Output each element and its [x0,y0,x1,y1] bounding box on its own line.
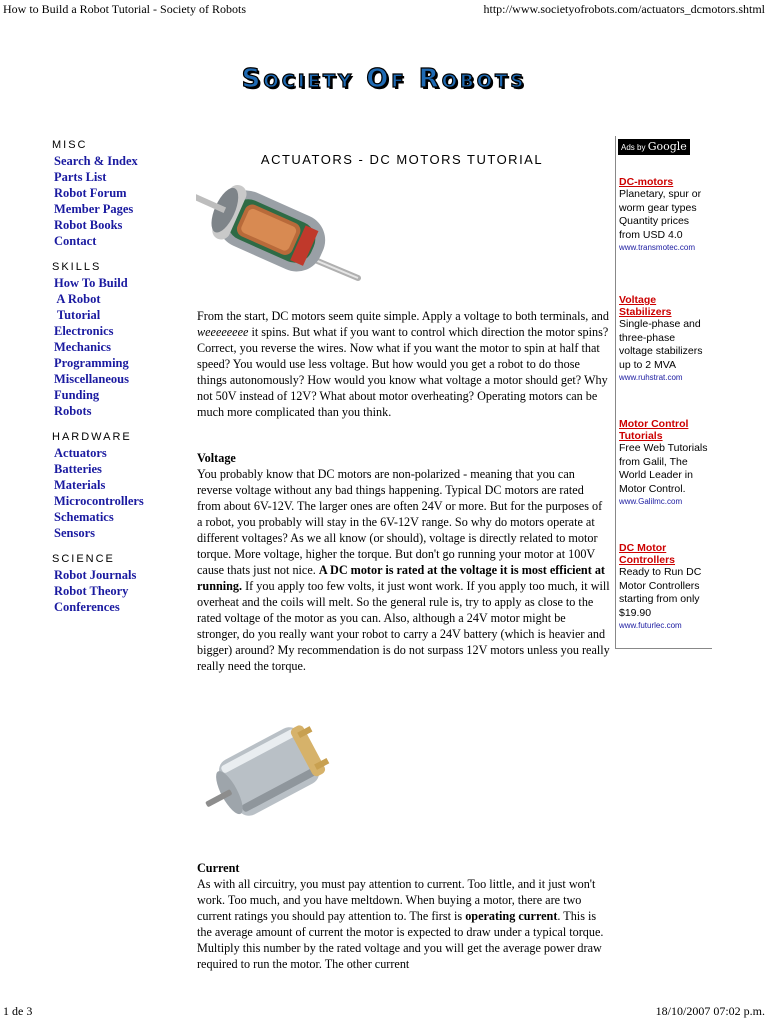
voltage-paragraph: You probably know that DC motors are non-polarized - meaning that you can reverse voltage without any bad things happening. Typical DC motors are rated from about 6V-12V. The larger ones are often 24V or more. But for the purposes of a robot, you probably will stay in the 6V-12V range. So why do motors operate at different voltages? As we all know (or should), voltage is directly related to motor torque. More voltage, higher the torque. But don't go running your motor at 100V cause thats just not nice. A DC motor is rated at the voltage it is most efficient at running. If you apply too few volts, it just wont work. If you apply too much, it will overheat and the coils will melt. So the general rule is, try to apply as close to the rated voltage of the motor as you can. Also, although a 24V motor might be stronger, do you really want your robot to carry a 24V battery (which is heavier and bigger) around? My recommendation is do not surpass 12V motors unless you really really need the torque. [197,467,610,673]
sidebar-item-robot-books[interactable]: Robot Books [54,218,123,232]
sidebar-item-mechanics[interactable]: Mechanics [54,340,111,354]
motor-cutaway-image [196,178,362,290]
current-heading: Current [197,861,240,875]
sidebar-item-actuators[interactable]: Actuators [54,446,107,460]
logo-text: Society Of Robots [241,64,527,94]
ad-url[interactable]: www.futurlec.com [619,621,682,630]
ad-body: Free Web Tutorials from Galil, The World Leader in Motor Control. [619,442,708,495]
sidebar-item-schematics[interactable]: Schematics [54,510,114,524]
sidebar-item-contact[interactable]: Contact [54,234,97,248]
ad-url[interactable]: www.transmotec.com [619,243,696,252]
sidebar-item-robot-forum[interactable]: Robot Forum [54,186,127,200]
intro-paragraph: From the start, DC motors seem quite simple. Apply a voltage to both terminals, and weeeeeeee it spins. But what if you want to control which direction the motor spins? Correct, you reverse the wires. Now what if you want the motor to spin at half that speed? You would use less voltage. But how would you get a robot to do those things autonomously? How would you know what voltage a motor should get? Why not 50V instead of 12V? What about motor overheating? Operating motors can be much more complicated than you think. [197,309,609,419]
sidebar-heading-skills: SKILLS [52,261,102,273]
print-header [3,2,765,18]
sidebar-item-member-pages[interactable]: Member Pages [54,202,134,216]
sidebar-nav [52,138,192,615]
ad-url[interactable]: www.ruhstrat.com [619,373,683,382]
sidebar-item-miscellaneous[interactable]: Miscellaneous [54,372,129,386]
sidebar-item-funding[interactable]: Funding [54,388,100,402]
sidebar-item-a-robot[interactable]: A Robot [54,292,101,306]
print-footer [3,1004,765,1020]
site-logo[interactable] [0,64,768,94]
sidebar-heading-science: SCIENCE [52,553,115,565]
ad-body: Single-phase and three-phase voltage stabilizers up to 2 MVA [619,318,703,371]
ad-url[interactable]: www.Galilmc.com [619,497,683,506]
sidebar-item-sensors[interactable]: Sensors [54,526,95,540]
sidebar-item-robots[interactable]: Robots [54,404,92,418]
sidebar-item-conferences[interactable]: Conferences [54,600,120,614]
sidebar-item-robot-theory[interactable]: Robot Theory [54,584,129,598]
sidebar-heading-hardware: HARDWARE [52,431,132,443]
page-title: How to Build a Robot Tutorial - Society of Robots [3,2,247,16]
ad-item[interactable] [619,294,711,383]
ads-by-google-badge[interactable]: Ads by Google [618,139,690,155]
ads-column [615,136,712,649]
sidebar-item-microcontrollers[interactable]: Microcontrollers [54,494,144,508]
ad-title[interactable]: Motor Control Tutorials [619,418,689,442]
current-paragraph: As with all circuitry, you must pay attention to current. Too little, and it just won't work. Too much, and you have meltdown. When buying a motor, there are two current ratings you should pay attention to. The first is operating current. This is the average amount of current the motor is expected to draw under a typical torque. Multiply this number by the rated voltage and you will get the average power draw required to run the motor. The other current [197,877,604,971]
sidebar-item-materials[interactable]: Materials [54,478,106,492]
current-section [197,860,610,972]
sidebar-item-batteries[interactable]: Batteries [54,462,102,476]
sidebar-item-robot-journals[interactable]: Robot Journals [54,568,137,582]
ad-body: Planetary, spur or worm gear types Quantity prices from USD 4.0 [619,188,702,241]
ad-title[interactable]: Voltage Stabilizers [619,294,672,318]
sidebar-heading-misc: MISC [52,139,88,151]
ad-title[interactable]: DC-motors [619,176,674,188]
ad-title[interactable]: DC Motor Controllers [619,542,676,566]
print-datetime: 18/10/2007 07:02 p.m. [655,1004,765,1018]
article-title: ACTUATORS - DC MOTORS TUTORIAL [260,152,544,167]
sidebar-item-electronics[interactable]: Electronics [54,324,114,338]
ad-item[interactable] [619,418,711,507]
page-url[interactable]: http://www.societyofrobots.com/actuators_dcmotors.shtml [483,2,765,16]
page-number: 1 de 3 [3,1004,33,1018]
voltage-section [197,450,610,674]
sidebar-item-tutorial[interactable]: Tutorial [54,308,101,322]
ad-item[interactable] [619,542,711,631]
voltage-heading: Voltage [197,451,236,465]
sidebar-item-parts-list[interactable]: Parts List [54,170,107,184]
ad-body: Ready to Run DC Motor Controllers starting from only $19.90 [619,566,702,619]
sidebar-item-how-to-build[interactable]: How To Build [54,276,128,290]
dc-motor-photo [196,700,346,850]
sidebar-item-search-index[interactable]: Search & Index [54,154,138,168]
ad-item[interactable] [619,176,711,253]
sidebar-item-programming[interactable]: Programming [54,356,129,370]
